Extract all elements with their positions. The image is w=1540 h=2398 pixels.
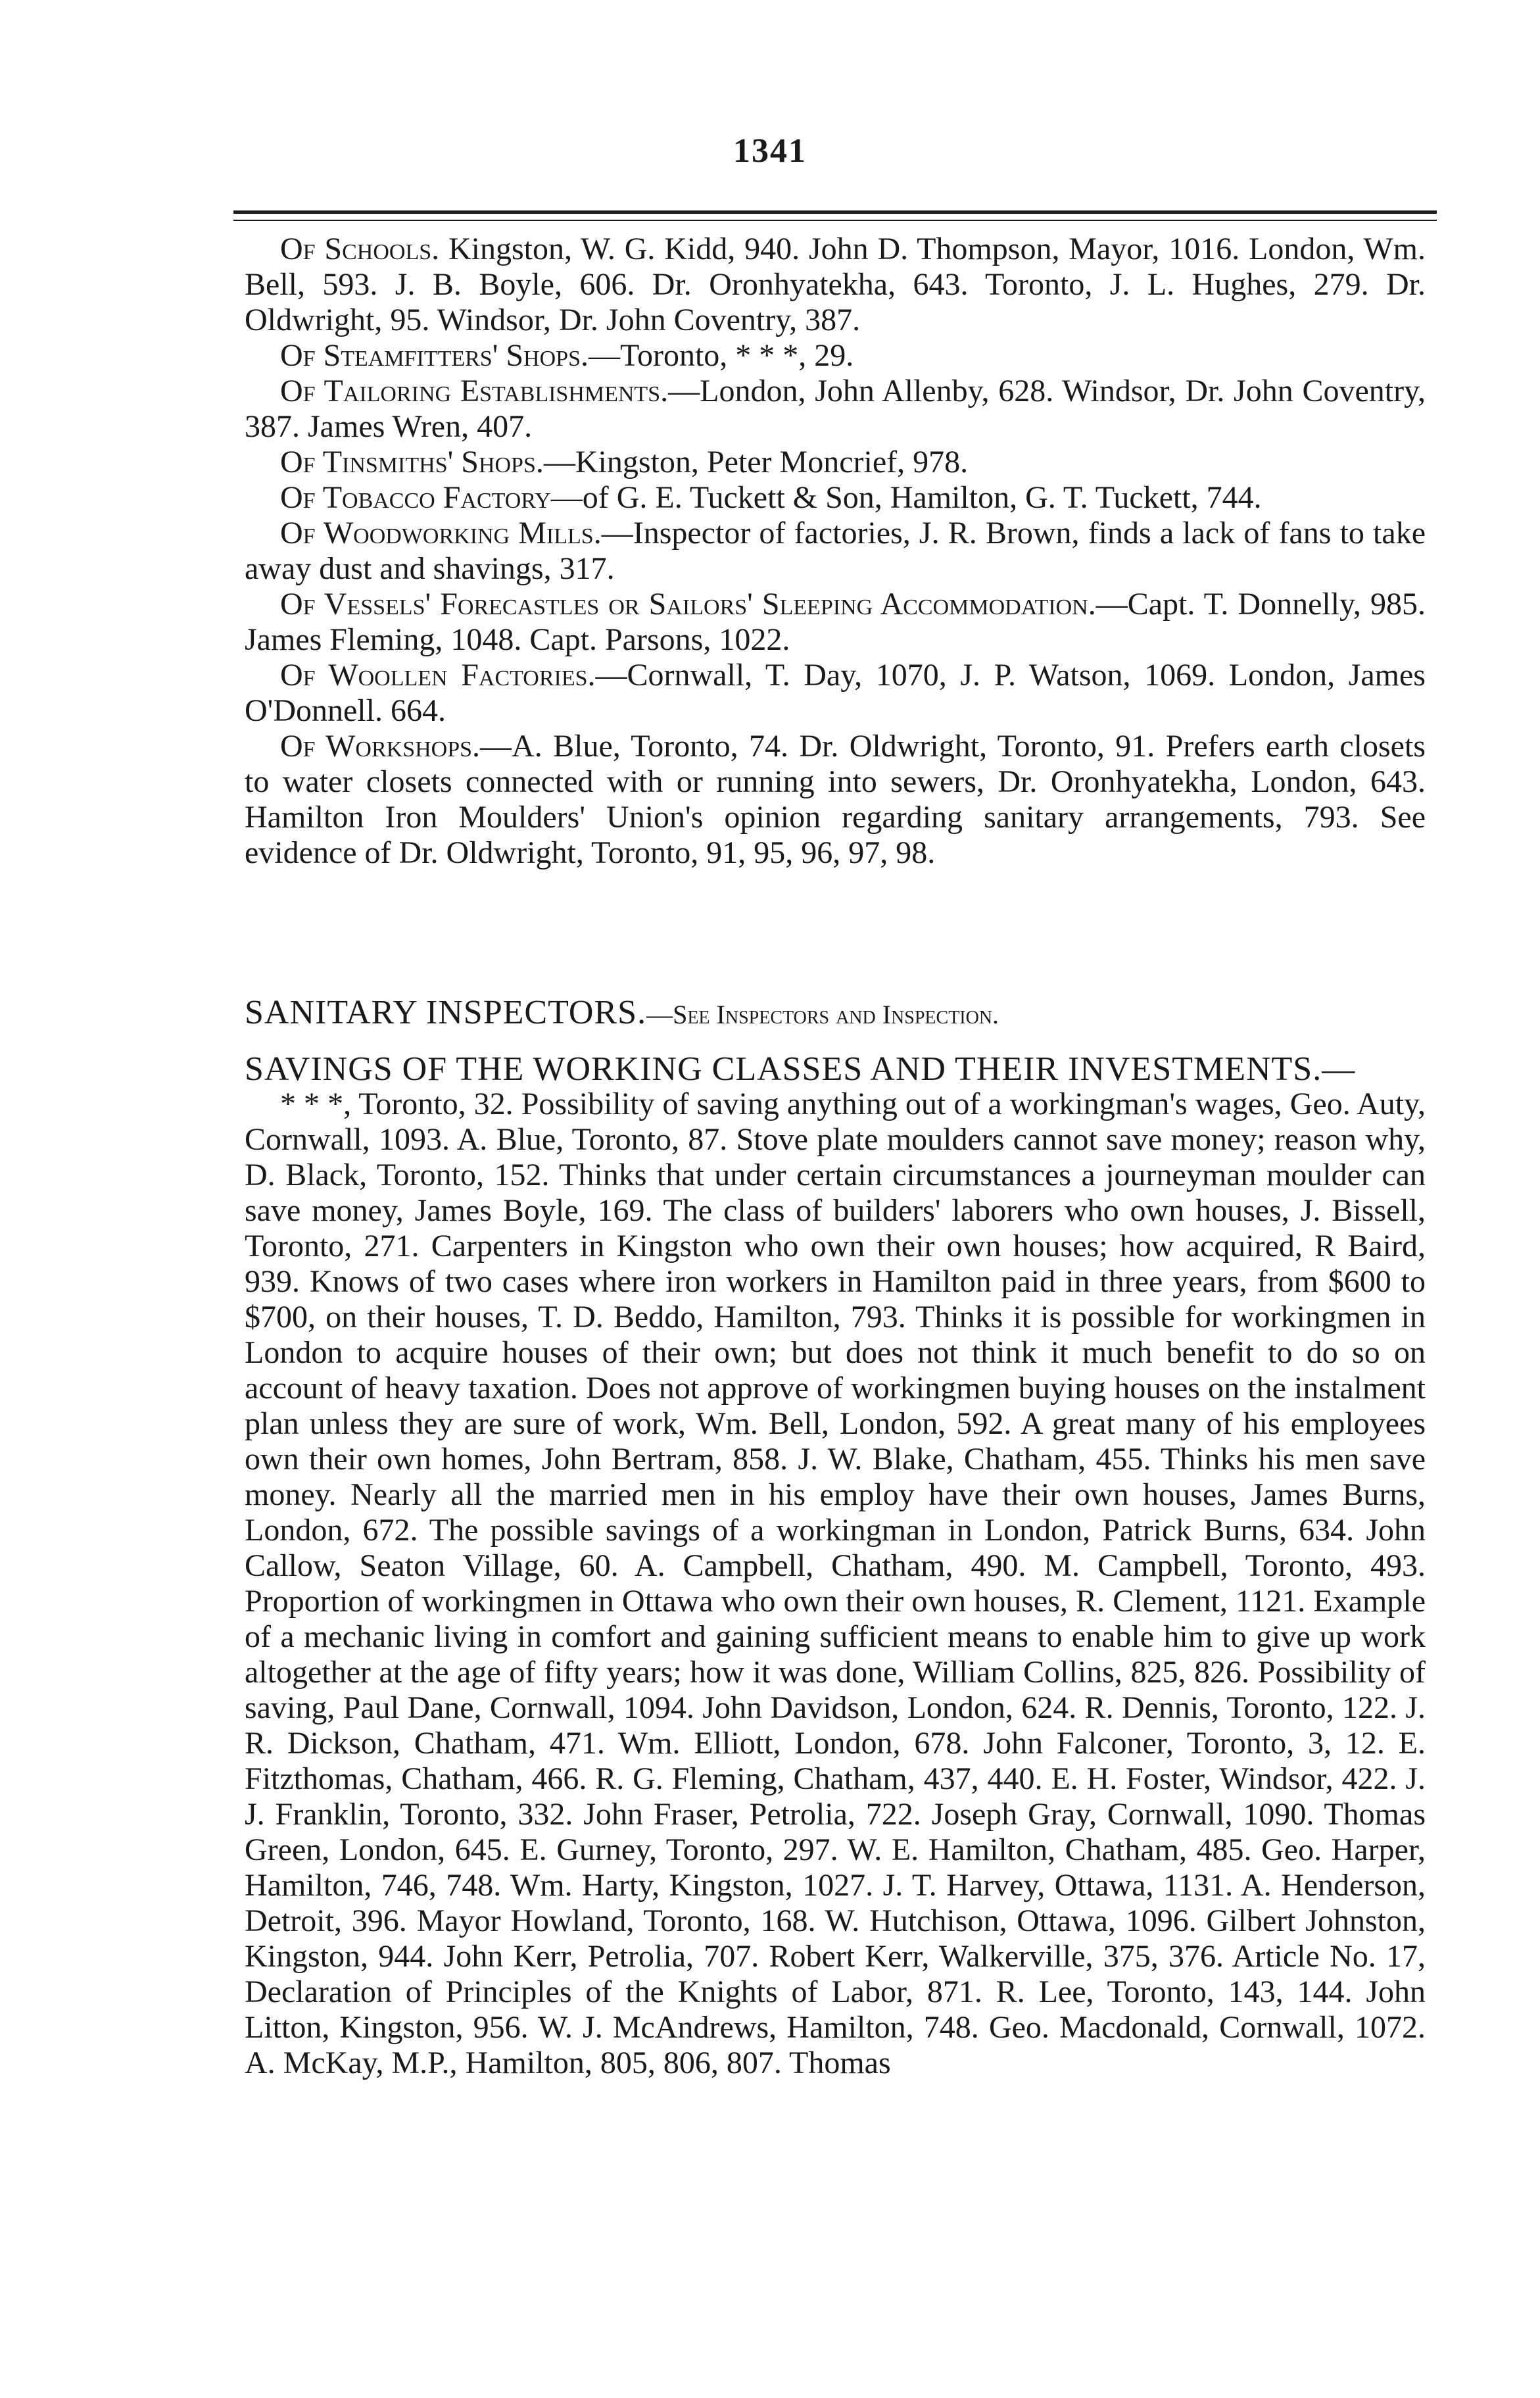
section-heading: SANITARY INSPECTORS.: [245, 994, 647, 1031]
entry-heading: Of Woollen Factories.: [280, 658, 596, 693]
entry-heading: Of Tobacco Factory: [280, 480, 551, 515]
entry-text: —of G. E. Tuckett & Son, Hamilton, G. T. Tuckett, 744.: [550, 480, 1262, 515]
entry-heading: Of Vessels' Forecastles or Sailors' Sleeping Accommodation.: [280, 587, 1096, 622]
entry-text: —Kingston, Peter Moncrief, 978.: [543, 445, 969, 479]
index-entry: [245, 658, 1426, 729]
cross-reference: —See Inspectors and Inspection.: [646, 1000, 999, 1029]
heading-dash: —: [1322, 1050, 1355, 1087]
entry-heading: Of Schools.: [280, 232, 440, 266]
entry-heading: Of Tailoring Establishments.: [280, 374, 669, 408]
entry-heading: Of Workshops.: [280, 729, 481, 764]
entry-text: —Toronto, * * *, 29.: [588, 338, 854, 373]
index-entry: [245, 374, 1426, 445]
header-rule-thin: [233, 220, 1437, 221]
entry-text: —A. Blue, Toronto, 74. Dr. Oldwright, Toronto, 91. Prefers earth closets to water closets connected with or running into sewers, Dr. Oronhyatekha, London, 643. Hamilton Iron Moulders' Union's opinion regarding sanitary arrangements, 793. See evidence of Dr. Oldwright, Toronto, 91, 95, 96, 97, 98.: [245, 729, 1426, 870]
entry-heading: Of Tinsmiths' Shops.: [280, 445, 544, 479]
header-rule-thick: [233, 210, 1437, 214]
sanitary-inspectors-entry: [245, 994, 1426, 1033]
index-entry: [245, 338, 1426, 374]
entry-heading: Of Steamfitters' Shops.: [280, 338, 589, 373]
index-entry: [245, 516, 1426, 587]
entry-text: —Cornwall, T. Day, 1070, J. P. Watson, 1069. London, James O'Donnell. 664.: [245, 658, 1426, 728]
entry-text: —Inspector of factories, J. R. Brown, finds a lack of fans to take away dust and shavings, 317.: [245, 516, 1426, 586]
entry-text: —Capt. T. Donnelly, 985. James Fleming, 1048. Capt. Parsons, 1022.: [245, 587, 1426, 657]
section-heading: SAVINGS OF THE WORKING CLASSES AND THEIR INVESTMENTS.: [245, 1050, 1322, 1088]
index-entry: [245, 232, 1426, 338]
index-entry: [245, 445, 1426, 480]
page-number: 1341: [733, 132, 807, 170]
entry-text: Kingston, W. G. Kidd, 940. John D. Thompson, Mayor, 1016. London, Wm. Bell, 593. J. B. Boyle, 606. Dr. Oronhyatekha, 643. Toronto, J. L. Hughes, 279. Dr. Oldwright, 95. Windsor, Dr. John Coventry, 387.: [245, 232, 1426, 337]
index-entry: [245, 729, 1426, 871]
index-entry: [245, 480, 1426, 516]
index-entry: [245, 587, 1426, 658]
inspection-entries: [245, 232, 1426, 871]
entry-heading: Of Woodworking Mills.: [280, 516, 602, 551]
savings-heading-line: [245, 1051, 1426, 1087]
entry-text: —London, John Allenby, 628. Windsor, Dr. John Coventry, 387. James Wren, 407.: [245, 374, 1426, 444]
savings-body: * * *, Toronto, 32. Possibility of saving anything out of a workingman's wages, Geo. Auty, Cornwall, 1093. A. Blue, Toronto, 87. Stove plate moulders cannot save money; reason why, D. Black, Toronto, 152. Thinks that under certain circumstances a journeyman moulder can save money, James Boyle, 169. The class of builders' laborers who own houses, J. Bissell, Toronto, 271. Carpenters in Kingston who own their own houses; how acquired, R Baird, 939. Knows of two cases where iron workers in Hamilton paid in three years, from $600 to $700, on their houses, T. D. Beddo, Hamilton, 793. Thinks it is possible for workingmen in London to acquire houses of their own; but does not think it much benefit to do so on account of heavy taxation. Does not approve of workingmen buying houses on the instalment plan unless they are sure of work, Wm. Bell, London, 592. A great many of his employees own their own homes, John Bertram, 858. J. W. Blake, Chatham, 455. Thinks his men save money. Nearly all the married men in his employ have their own houses, James Burns, London, 672. The possible savings of a workingman in London, Patrick Burns, 634. John Callow, Seaton Village, 60. A. Campbell, Chatham, 490. M. Campbell, Toronto, 493. Proportion of workingmen in Ottawa who own their own houses, R. Clement, 1121. Example of a mechanic living in comfort and gaining sufficient means to enable him to give up work altogether at the age of fifty years; how it was done, William Collins, 825, 826. Possibility of saving, Paul Dane, Cornwall, 1094. John Davidson, London, 624. R. Dennis, Toronto, 122. J. R. Dickson, Chatham, 471. Wm. Elliott, London, 678. John Falconer, Toronto, 3, 12. E. Fitzthomas, Chatham, 466. R. G. Fleming, Chatham, 437, 440. E. H. Foster, Windsor, 422. J. J. Franklin, Toronto, 332. John Fraser, Petrolia, 722. Joseph Gray, Cornwall, 1090. Thomas Green, London, 645. E. Gurney, Toronto, 297. W. E. Hamilton, Chatham, 485. Geo. Harper, Hamilton, 746, 748. Wm. Harty, Kingston, 1027. J. T. Harvey, Ottawa, 1131. A. Henderson, Detroit, 396. Mayor Howland, Toronto, 168. W. Hutchison, Ottawa, 1096. Gilbert Johnston, Kingston, 944. John Kerr, Petrolia, 707. Robert Kerr, Walkerville, 375, 376. Article No. 17, Declaration of Principles of the Knights of Labor, 871. R. Lee, Toronto, 143, 144. John Litton, Kingston, 956. W. J. McAndrews, Hamilton, 748. Geo. Macdonald, Cornwall, 1072. A. McKay, M.P., Hamilton, 805, 806, 807. Thomas: [245, 1087, 1426, 2080]
